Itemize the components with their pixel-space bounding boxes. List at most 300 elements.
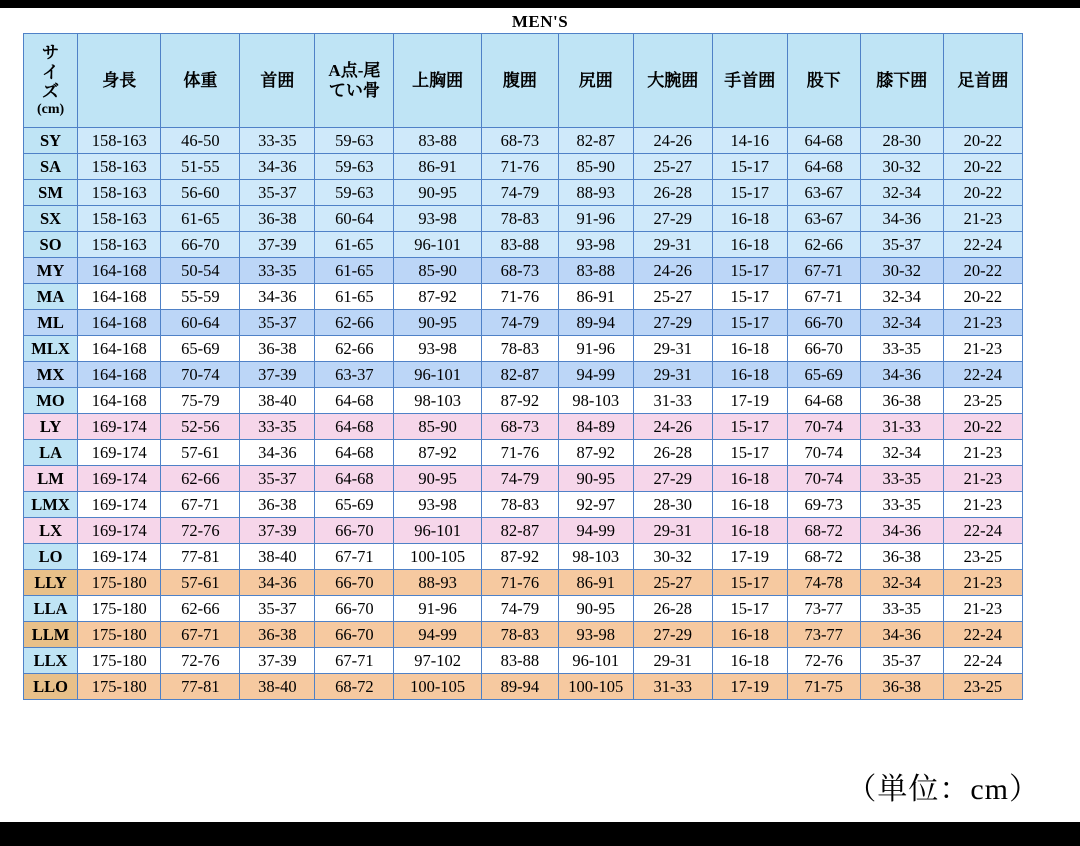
table-cell: 36-38 xyxy=(240,336,315,362)
table-cell: 30-32 xyxy=(633,544,712,570)
table-cell: 35-37 xyxy=(240,310,315,336)
table-cell: 38-40 xyxy=(240,388,315,414)
table-row xyxy=(24,388,1023,414)
table-cell: 67-71 xyxy=(315,648,394,674)
column-upper-chest: 上胸囲 xyxy=(394,34,481,128)
unit-note: （単位：cm） xyxy=(846,773,1040,806)
table-row xyxy=(24,674,1023,700)
table-cell: 90-95 xyxy=(558,466,633,492)
row-size-code: MO xyxy=(24,388,78,414)
table-body xyxy=(24,128,1023,700)
table-cell: 59-63 xyxy=(315,128,394,154)
table-cell: 87-92 xyxy=(481,388,558,414)
table-cell: 14-16 xyxy=(712,128,787,154)
table-cell: 62-66 xyxy=(161,466,240,492)
row-size-code: SY xyxy=(24,128,78,154)
table-row xyxy=(24,648,1023,674)
table-cell: 71-75 xyxy=(787,674,860,700)
table-cell: 16-18 xyxy=(712,336,787,362)
table-cell: 31-33 xyxy=(633,388,712,414)
table-cell: 62-66 xyxy=(787,232,860,258)
table-cell: 73-77 xyxy=(787,596,860,622)
table-cell: 91-96 xyxy=(558,336,633,362)
table-cell: 64-68 xyxy=(315,440,394,466)
table-cell: 78-83 xyxy=(481,336,558,362)
table-cell: 63-67 xyxy=(787,180,860,206)
table-cell: 175-180 xyxy=(78,622,161,648)
table-cell: 164-168 xyxy=(78,388,161,414)
table-cell: 59-63 xyxy=(315,154,394,180)
table-cell: 20-22 xyxy=(943,154,1022,180)
table-cell: 65-69 xyxy=(315,492,394,518)
table-cell: 64-68 xyxy=(315,414,394,440)
table-cell: 20-22 xyxy=(943,284,1022,310)
table-cell: 64-68 xyxy=(787,128,860,154)
table-row xyxy=(24,518,1023,544)
table-cell: 27-29 xyxy=(633,310,712,336)
table-cell: 35-37 xyxy=(240,466,315,492)
row-size-code: LLX xyxy=(24,648,78,674)
table-cell: 98-103 xyxy=(558,544,633,570)
table-cell: 62-66 xyxy=(161,596,240,622)
row-size-code: LA xyxy=(24,440,78,466)
table-cell: 56-60 xyxy=(161,180,240,206)
table-cell: 96-101 xyxy=(558,648,633,674)
table-cell: 100-105 xyxy=(394,544,481,570)
table-cell: 164-168 xyxy=(78,284,161,310)
row-size-code: SM xyxy=(24,180,78,206)
table-row xyxy=(24,180,1023,206)
table-cell: 62-66 xyxy=(315,336,394,362)
table-row xyxy=(24,596,1023,622)
table-cell: 36-38 xyxy=(240,622,315,648)
table-cell: 52-56 xyxy=(161,414,240,440)
table-cell: 158-163 xyxy=(78,154,161,180)
row-size-code: LX xyxy=(24,518,78,544)
table-cell: 66-70 xyxy=(315,622,394,648)
table-cell: 17-19 xyxy=(712,388,787,414)
table-cell: 21-23 xyxy=(943,206,1022,232)
table-cell: 37-39 xyxy=(240,362,315,388)
table-cell: 73-77 xyxy=(787,622,860,648)
table-cell: 85-90 xyxy=(558,154,633,180)
table-cell: 33-35 xyxy=(860,336,943,362)
table-cell: 26-28 xyxy=(633,596,712,622)
table-cell: 33-35 xyxy=(240,414,315,440)
table-row xyxy=(24,414,1023,440)
table-row xyxy=(24,284,1023,310)
table-cell: 21-23 xyxy=(943,492,1022,518)
table-cell: 59-63 xyxy=(315,180,394,206)
table-cell: 28-30 xyxy=(633,492,712,518)
column-hip: 尻囲 xyxy=(558,34,633,128)
table-cell: 15-17 xyxy=(712,154,787,180)
table-cell: 30-32 xyxy=(860,154,943,180)
row-size-code: LO xyxy=(24,544,78,570)
letterbox-top xyxy=(0,0,1080,8)
table-cell: 22-24 xyxy=(943,362,1022,388)
table-cell: 67-71 xyxy=(161,622,240,648)
table-cell: 72-76 xyxy=(787,648,860,674)
table-cell: 20-22 xyxy=(943,180,1022,206)
table-cell: 25-27 xyxy=(633,284,712,310)
table-cell: 64-68 xyxy=(315,388,394,414)
table-cell: 29-31 xyxy=(633,336,712,362)
table-cell: 37-39 xyxy=(240,518,315,544)
table-cell: 23-25 xyxy=(943,674,1022,700)
table-cell: 158-163 xyxy=(78,206,161,232)
table-cell: 158-163 xyxy=(78,128,161,154)
table-cell: 46-50 xyxy=(161,128,240,154)
table-cell: 16-18 xyxy=(712,648,787,674)
table-cell: 60-64 xyxy=(161,310,240,336)
table-cell: 15-17 xyxy=(712,596,787,622)
table-cell: 83-88 xyxy=(481,232,558,258)
table-cell: 74-78 xyxy=(787,570,860,596)
table-cell: 22-24 xyxy=(943,518,1022,544)
row-size-code: LY xyxy=(24,414,78,440)
table-cell: 33-35 xyxy=(240,128,315,154)
table-row xyxy=(24,154,1023,180)
table-cell: 29-31 xyxy=(633,232,712,258)
table-row xyxy=(24,206,1023,232)
table-cell: 89-94 xyxy=(481,674,558,700)
table-cell: 64-68 xyxy=(787,154,860,180)
row-size-code: MY xyxy=(24,258,78,284)
table-cell: 71-76 xyxy=(481,284,558,310)
table-cell: 90-95 xyxy=(558,596,633,622)
row-size-code: LLA xyxy=(24,596,78,622)
table-cell: 36-38 xyxy=(860,544,943,570)
table-cell: 93-98 xyxy=(394,206,481,232)
table-cell: 26-28 xyxy=(633,180,712,206)
column-size-label: サ xyxy=(42,43,60,63)
table-cell: 37-39 xyxy=(240,232,315,258)
table-cell: 32-34 xyxy=(860,570,943,596)
table-cell: 21-23 xyxy=(943,440,1022,466)
row-size-code: SX xyxy=(24,206,78,232)
table-cell: 71-76 xyxy=(481,440,558,466)
table-row xyxy=(24,570,1023,596)
table-cell: 175-180 xyxy=(78,674,161,700)
table-cell: 158-163 xyxy=(78,180,161,206)
table-cell: 15-17 xyxy=(712,414,787,440)
table-cell: 57-61 xyxy=(161,440,240,466)
table-cell: 88-93 xyxy=(558,180,633,206)
table-cell: 97-102 xyxy=(394,648,481,674)
table-cell: 82-87 xyxy=(481,518,558,544)
table-cell: 29-31 xyxy=(633,362,712,388)
table-cell: 74-79 xyxy=(481,466,558,492)
table-cell: 68-73 xyxy=(481,258,558,284)
table-cell: 100-105 xyxy=(394,674,481,700)
table-row xyxy=(24,336,1023,362)
table-cell: 35-37 xyxy=(240,596,315,622)
table-cell: 78-83 xyxy=(481,492,558,518)
table-row xyxy=(24,310,1023,336)
table-cell: 90-95 xyxy=(394,466,481,492)
table-cell: 33-35 xyxy=(240,258,315,284)
table-cell: 16-18 xyxy=(712,232,787,258)
row-size-code: ML xyxy=(24,310,78,336)
table-cell: 34-36 xyxy=(860,206,943,232)
table-cell: 158-163 xyxy=(78,232,161,258)
table-cell: 32-34 xyxy=(860,180,943,206)
table-cell: 16-18 xyxy=(712,362,787,388)
table-cell: 87-92 xyxy=(558,440,633,466)
table-cell: 32-34 xyxy=(860,440,943,466)
table-cell: 100-105 xyxy=(558,674,633,700)
table-cell: 50-54 xyxy=(161,258,240,284)
table-cell: 34-36 xyxy=(240,284,315,310)
table-cell: 169-174 xyxy=(78,414,161,440)
table-cell: 21-23 xyxy=(943,336,1022,362)
table-cell: 69-73 xyxy=(787,492,860,518)
table-cell: 31-33 xyxy=(633,674,712,700)
table-cell: 70-74 xyxy=(787,466,860,492)
size-table-container xyxy=(23,33,1023,700)
column-waist: 腹囲 xyxy=(481,34,558,128)
table-cell: 67-71 xyxy=(787,284,860,310)
table-cell: 63-67 xyxy=(787,206,860,232)
table-cell: 35-37 xyxy=(860,648,943,674)
table-cell: 25-27 xyxy=(633,570,712,596)
table-cell: 27-29 xyxy=(633,622,712,648)
table-cell: 61-65 xyxy=(161,206,240,232)
table-cell: 85-90 xyxy=(394,258,481,284)
table-cell: 98-103 xyxy=(558,388,633,414)
table-cell: 16-18 xyxy=(712,466,787,492)
table-cell: 175-180 xyxy=(78,596,161,622)
table-cell: 94-99 xyxy=(558,362,633,388)
column-size-unit: (cm) xyxy=(36,101,65,117)
table-cell: 78-83 xyxy=(481,622,558,648)
row-size-code: MLX xyxy=(24,336,78,362)
table-cell: 23-25 xyxy=(943,544,1022,570)
table-cell: 27-29 xyxy=(633,466,712,492)
table-cell: 83-88 xyxy=(394,128,481,154)
table-row xyxy=(24,232,1023,258)
table-cell: 74-79 xyxy=(481,596,558,622)
table-cell: 16-18 xyxy=(712,206,787,232)
row-size-code: SA xyxy=(24,154,78,180)
table-cell: 51-55 xyxy=(161,154,240,180)
table-cell: 35-37 xyxy=(240,180,315,206)
table-cell: 90-95 xyxy=(394,310,481,336)
table-cell: 78-83 xyxy=(481,206,558,232)
table-cell: 57-61 xyxy=(161,570,240,596)
table-cell: 55-59 xyxy=(161,284,240,310)
table-cell: 22-24 xyxy=(943,232,1022,258)
column-weight: 体重 xyxy=(161,34,240,128)
table-cell: 68-73 xyxy=(481,414,558,440)
table-cell: 62-66 xyxy=(315,310,394,336)
table-cell: 28-30 xyxy=(860,128,943,154)
table-cell: 24-26 xyxy=(633,258,712,284)
table-cell: 68-72 xyxy=(787,544,860,570)
table-cell: 15-17 xyxy=(712,258,787,284)
table-cell: 77-81 xyxy=(161,544,240,570)
column-ankle: 足首囲 xyxy=(943,34,1022,128)
table-cell: 21-23 xyxy=(943,596,1022,622)
table-cell: 83-88 xyxy=(558,258,633,284)
table-cell: 92-97 xyxy=(558,492,633,518)
table-cell: 93-98 xyxy=(558,622,633,648)
table-cell: 86-91 xyxy=(394,154,481,180)
table-cell: 38-40 xyxy=(240,674,315,700)
table-cell: 66-70 xyxy=(787,336,860,362)
table-cell: 94-99 xyxy=(558,518,633,544)
row-size-code: LM xyxy=(24,466,78,492)
table-cell: 61-65 xyxy=(315,258,394,284)
table-cell: 66-70 xyxy=(787,310,860,336)
table-cell: 71-76 xyxy=(481,570,558,596)
table-cell: 72-76 xyxy=(161,648,240,674)
table-cell: 164-168 xyxy=(78,362,161,388)
table-cell: 87-92 xyxy=(481,544,558,570)
table-cell: 34-36 xyxy=(240,440,315,466)
table-cell: 36-38 xyxy=(240,492,315,518)
table-cell: 66-70 xyxy=(315,570,394,596)
table-cell: 68-72 xyxy=(315,674,394,700)
table-header xyxy=(24,34,1023,128)
table-cell: 34-36 xyxy=(860,622,943,648)
table-cell: 82-87 xyxy=(481,362,558,388)
table-cell: 84-89 xyxy=(558,414,633,440)
table-cell: 25-27 xyxy=(633,154,712,180)
column-inseam: 股下 xyxy=(787,34,860,128)
table-cell: 169-174 xyxy=(78,492,161,518)
table-cell: 91-96 xyxy=(394,596,481,622)
table-row xyxy=(24,440,1023,466)
table-cell: 67-71 xyxy=(161,492,240,518)
column-wrist: 手首囲 xyxy=(712,34,787,128)
table-cell: 86-91 xyxy=(558,570,633,596)
table-cell: 169-174 xyxy=(78,466,161,492)
table-cell: 66-70 xyxy=(315,596,394,622)
table-cell: 37-39 xyxy=(240,648,315,674)
table-cell: 35-37 xyxy=(860,232,943,258)
column-upper-arm: 大腕囲 xyxy=(633,34,712,128)
table-cell: 86-91 xyxy=(558,284,633,310)
table-cell: 164-168 xyxy=(78,336,161,362)
table-cell: 77-81 xyxy=(161,674,240,700)
table-cell: 96-101 xyxy=(394,232,481,258)
table-row xyxy=(24,466,1023,492)
table-cell: 60-64 xyxy=(315,206,394,232)
table-cell: 74-79 xyxy=(481,310,558,336)
row-size-code: LLY xyxy=(24,570,78,596)
table-cell: 169-174 xyxy=(78,544,161,570)
table-cell: 21-23 xyxy=(943,466,1022,492)
table-cell: 32-34 xyxy=(860,284,943,310)
row-size-code: SO xyxy=(24,232,78,258)
table-cell: 94-99 xyxy=(394,622,481,648)
table-cell: 70-74 xyxy=(787,440,860,466)
table-cell: 61-65 xyxy=(315,232,394,258)
table-row xyxy=(24,622,1023,648)
table-cell: 96-101 xyxy=(394,362,481,388)
table-cell: 21-23 xyxy=(943,570,1022,596)
table-cell: 33-35 xyxy=(860,492,943,518)
table-cell: 169-174 xyxy=(78,440,161,466)
table-cell: 91-96 xyxy=(558,206,633,232)
table-cell: 70-74 xyxy=(161,362,240,388)
column-a-point-to-coccyx: A点-尾 てい骨 xyxy=(315,34,394,128)
table-cell: 70-74 xyxy=(787,414,860,440)
table-cell: 34-36 xyxy=(860,518,943,544)
table-cell: 89-94 xyxy=(558,310,633,336)
table-cell: 33-35 xyxy=(860,596,943,622)
table-cell: 175-180 xyxy=(78,570,161,596)
table-cell: 27-29 xyxy=(633,206,712,232)
table-cell: 93-98 xyxy=(394,336,481,362)
table-cell: 65-69 xyxy=(787,362,860,388)
table-cell: 64-68 xyxy=(315,466,394,492)
table-cell: 30-32 xyxy=(860,258,943,284)
table-cell: 26-28 xyxy=(633,440,712,466)
table-cell: 20-22 xyxy=(943,414,1022,440)
table-cell: 63-37 xyxy=(315,362,394,388)
table-cell: 82-87 xyxy=(558,128,633,154)
table-cell: 29-31 xyxy=(633,648,712,674)
table-cell: 83-88 xyxy=(481,648,558,674)
table-cell: 87-92 xyxy=(394,284,481,310)
table-cell: 15-17 xyxy=(712,440,787,466)
table-cell: 20-22 xyxy=(943,128,1022,154)
table-cell: 66-70 xyxy=(161,232,240,258)
table-cell: 64-68 xyxy=(787,388,860,414)
table-row xyxy=(24,362,1023,388)
table-row xyxy=(24,258,1023,284)
table-cell: 22-24 xyxy=(943,622,1022,648)
table-cell: 85-90 xyxy=(394,414,481,440)
row-size-code: MA xyxy=(24,284,78,310)
table-cell: 90-95 xyxy=(394,180,481,206)
table-cell: 20-22 xyxy=(943,258,1022,284)
letterbox-bottom xyxy=(0,822,1080,846)
table-cell: 15-17 xyxy=(712,570,787,596)
row-size-code: LLO xyxy=(24,674,78,700)
table-cell: 22-24 xyxy=(943,648,1022,674)
table-cell: 67-71 xyxy=(787,258,860,284)
column-neck: 首囲 xyxy=(240,34,315,128)
table-cell: 16-18 xyxy=(712,518,787,544)
table-row xyxy=(24,128,1023,154)
column-below-knee: 膝下囲 xyxy=(860,34,943,128)
table-cell: 32-34 xyxy=(860,310,943,336)
table-cell: 93-98 xyxy=(394,492,481,518)
table-header-row xyxy=(24,34,1023,128)
table-cell: 98-103 xyxy=(394,388,481,414)
table-row xyxy=(24,492,1023,518)
table-cell: 68-72 xyxy=(787,518,860,544)
row-size-code: LMX xyxy=(24,492,78,518)
table-cell: 68-73 xyxy=(481,128,558,154)
table-cell: 38-40 xyxy=(240,544,315,570)
table-cell: 31-33 xyxy=(860,414,943,440)
table-cell: 169-174 xyxy=(78,518,161,544)
table-cell: 65-69 xyxy=(161,336,240,362)
table-cell: 36-38 xyxy=(240,206,315,232)
table-cell: 175-180 xyxy=(78,648,161,674)
table-cell: 75-79 xyxy=(161,388,240,414)
table-cell: 34-36 xyxy=(240,154,315,180)
table-cell: 61-65 xyxy=(315,284,394,310)
row-size-code: MX xyxy=(24,362,78,388)
table-cell: 67-71 xyxy=(315,544,394,570)
column-height: 身長 xyxy=(78,34,161,128)
